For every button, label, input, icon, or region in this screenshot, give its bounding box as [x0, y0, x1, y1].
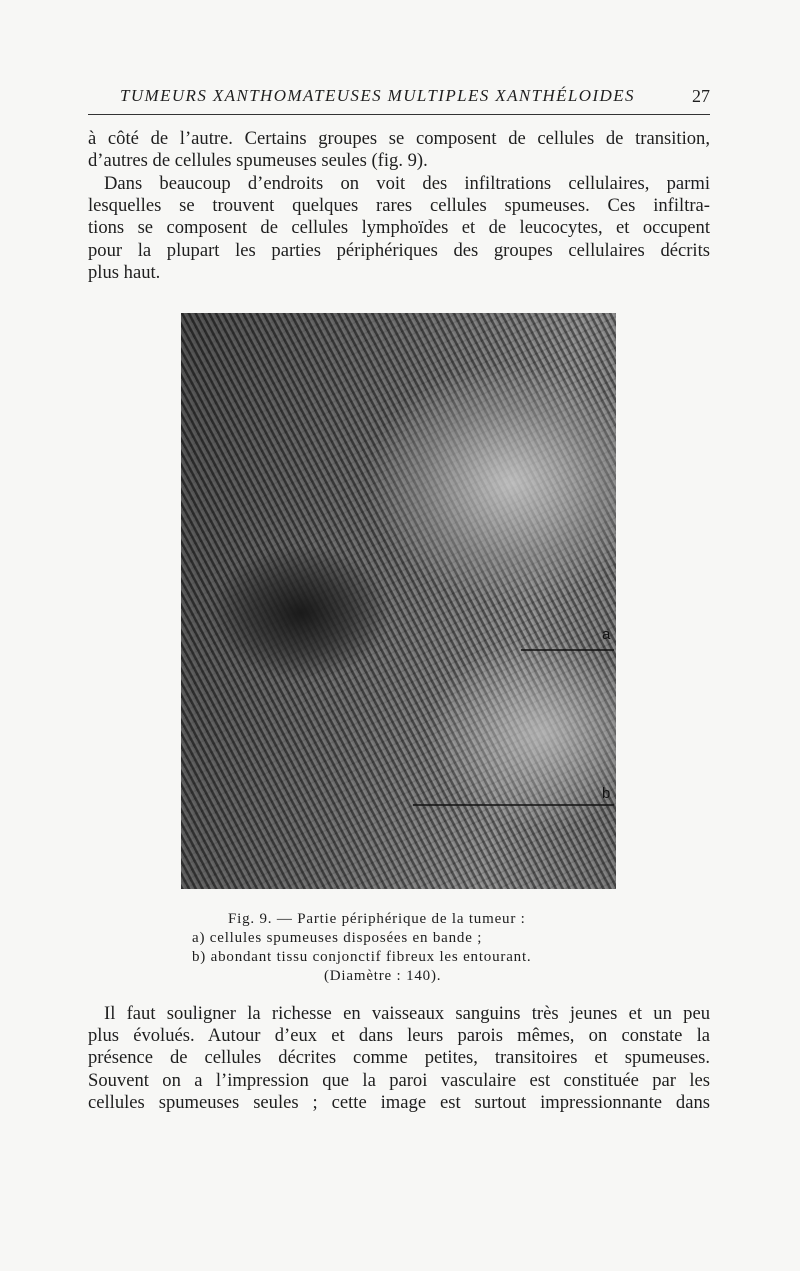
- figure-label-a: a: [602, 626, 611, 643]
- text-line: pour la plupart les parties périphériques des groupes cellulaires décrits: [88, 239, 710, 261]
- caption-line: a) cellules spumeuses disposées en bande ;: [192, 930, 483, 946]
- text-line: d’autres de cellules spumeuses seules (fig. 9).: [88, 150, 428, 172]
- figure-caption: [180, 910, 620, 986]
- paragraph-1: [88, 128, 710, 172]
- paragraph-3: [88, 1003, 710, 1114]
- text-line: cellules spumeuses seules ; cette image est surtout impressionnante dans: [88, 1091, 710, 1113]
- figure-label-b: b: [602, 785, 611, 802]
- text-line: à côté de l’autre. Certains groupes se composent de cellules de transition,: [88, 128, 710, 149]
- caption-line: b) abondant tissu conjonctif fibreux les entourant.: [192, 949, 532, 965]
- text-line: Il faut souligner la richesse en vaisseaux sanguins très jeunes et un peu: [104, 1003, 710, 1024]
- figure-leader-lines: [181, 313, 616, 889]
- paragraph-2: [88, 173, 710, 284]
- caption-line: (Diamètre : 140).: [324, 968, 442, 984]
- text-line: plus évolués. Autour d’eux et dans leurs parois mêmes, on constate la: [88, 1025, 710, 1047]
- text-line: présence de cellules décrites comme petites, transitoires et spumeuses.: [88, 1047, 710, 1069]
- text-line: tions se composent de cellules lymphoïdes et de leucocytes, et occupent: [88, 217, 710, 239]
- text-line: lesquelles se trouvent quelques rares cellules spumeuses. Ces infiltra-: [88, 195, 710, 217]
- caption-line: Fig. 9. — Partie périphérique de la tumeur :: [228, 911, 526, 927]
- text-line: Dans beaucoup d’endroits on voit des infiltrations cellulaires, parmi: [104, 173, 710, 194]
- text-line: Souvent on a l’impression que la paroi vasculaire est constituée par les: [88, 1069, 710, 1091]
- text-line: plus haut.: [88, 261, 161, 283]
- running-title: TUMEURS XANTHOMATEUSES MULTIPLES XANTHÉLOIDES: [120, 86, 635, 105]
- running-header: [88, 80, 710, 115]
- micrograph-figure: [181, 313, 616, 889]
- page-number: 27: [692, 86, 710, 106]
